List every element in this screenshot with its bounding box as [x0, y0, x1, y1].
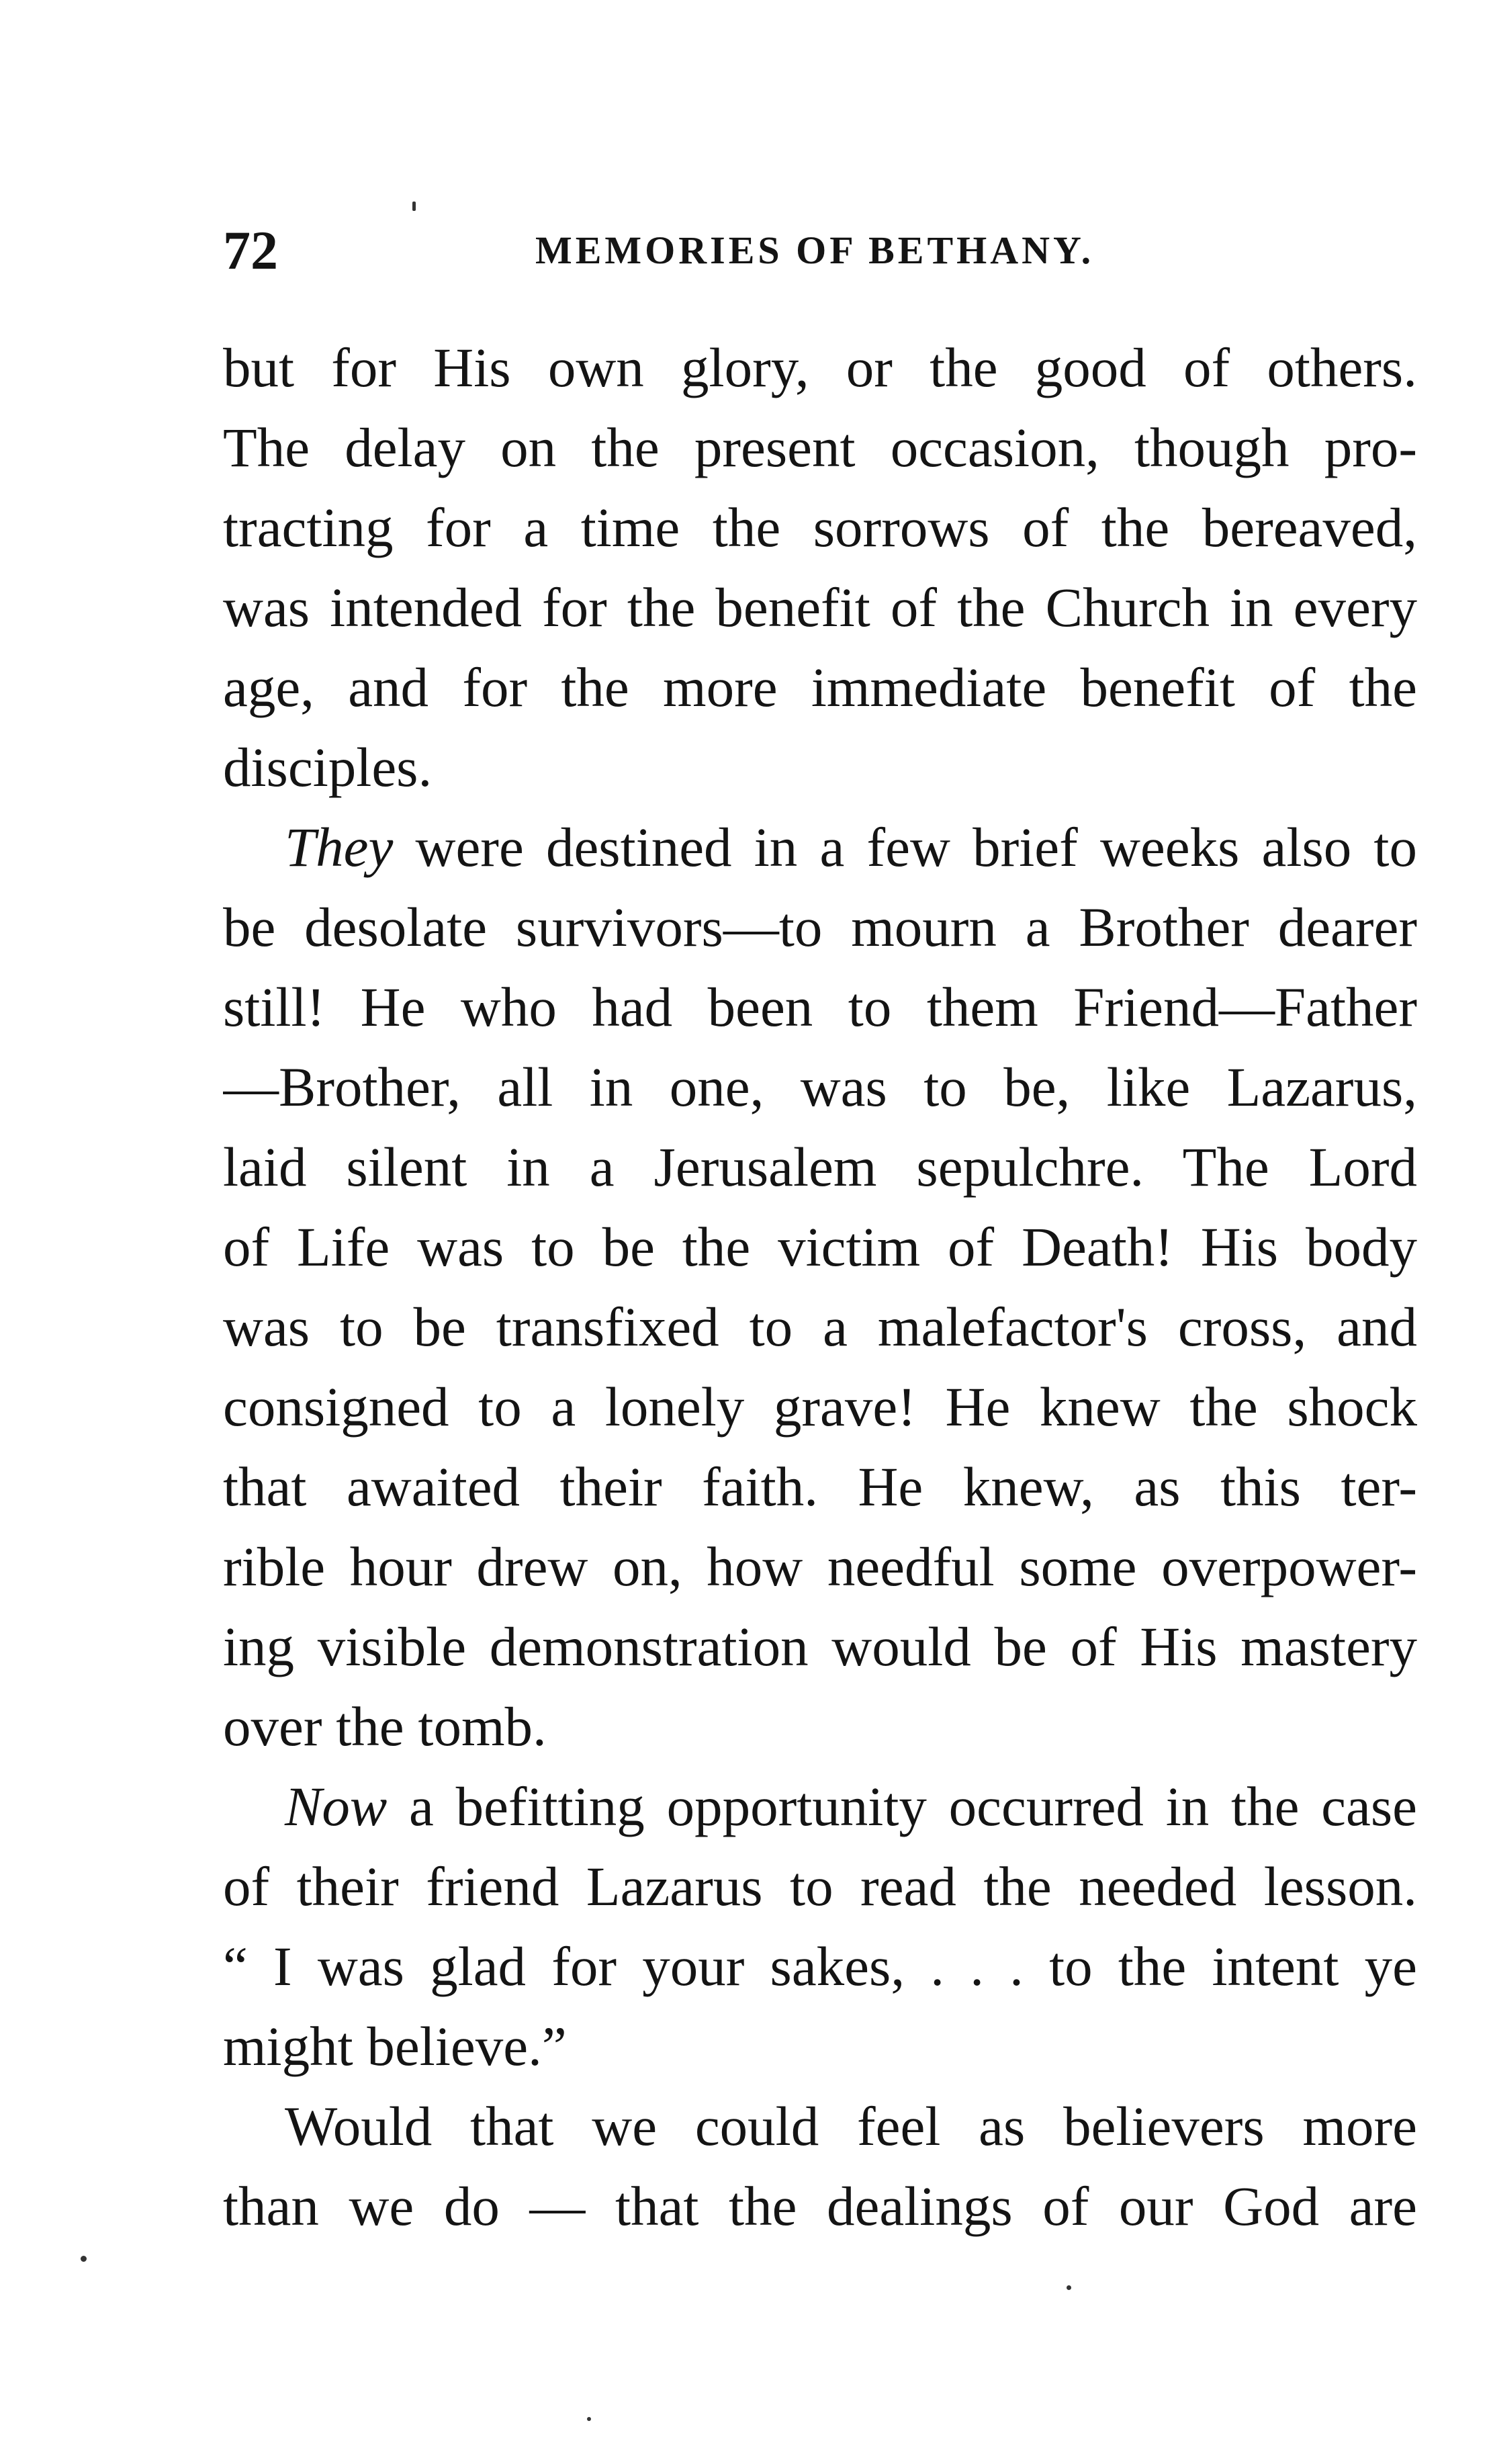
text-line: was intended for the benefit of the Church in every	[223, 576, 1417, 638]
paragraph-1	[223, 328, 1417, 807]
text-line: of their friend Lazarus to read the needed lesson.	[223, 1855, 1417, 1917]
text-line	[223, 807, 1417, 887]
text-line: “ I was glad for your sakes, . . . to the intent ye	[223, 1935, 1417, 1997]
text-line: rible hour drew on, how needful some overpower-	[223, 1536, 1417, 1597]
line-rest: a befitting opportunity occurred in the case	[387, 1775, 1417, 1837]
page-number: 72	[223, 220, 278, 281]
print-speck	[587, 2417, 591, 2421]
paragraph-4	[223, 2086, 1417, 2246]
text-line: be desolate survivors—to mourn a Brother dearer	[223, 896, 1417, 958]
print-speck	[1067, 2285, 1071, 2290]
running-title: MEMORIES OF BETHANY.	[535, 228, 1095, 272]
text-line: than we do — that the dealings of our God are	[223, 2175, 1417, 2237]
text-line: was to be transfixed to a malefactor's cross, and	[223, 1296, 1417, 1358]
text-line: tracting for a time the sorrows of the bereaved,	[223, 496, 1417, 558]
text-line: laid silent in a Jerusalem sepulchre. The Lord	[223, 1136, 1417, 1198]
text-line: ing visible demonstration would be of His mastery	[223, 1616, 1417, 1677]
text-line: over the tomb.	[223, 1696, 547, 1757]
italic-lead-word: They	[285, 816, 394, 878]
text-line: consigned to a lonely grave! He knew the shock	[223, 1376, 1417, 1438]
print-speck	[412, 202, 416, 211]
body-text	[223, 328, 1417, 2246]
running-head	[223, 214, 1418, 288]
text-line: that awaited their faith. He knew, as this ter-	[223, 1456, 1417, 1517]
line-rest: were destined in a few brief weeks also to	[393, 816, 1417, 878]
text-line: age, and for the more immediate benefit of the	[223, 656, 1417, 718]
text-line: but for His own glory, or the good of others.	[223, 337, 1417, 398]
italic-lead-word: Now	[285, 1775, 388, 1837]
paragraph-2	[223, 807, 1417, 1767]
text-line: disciples.	[223, 736, 433, 798]
paragraph-3	[223, 1767, 1417, 2086]
text-line	[223, 1767, 1417, 1847]
text-line: Would that we could feel as believers more	[285, 2095, 1417, 2157]
text-line: still! He who had been to them Friend—Father	[223, 976, 1417, 1038]
text-line: of Life was to be the victim of Death! His body	[223, 1216, 1417, 1278]
text-line: might believe.”	[223, 2015, 567, 2077]
print-speck	[81, 2256, 87, 2262]
text-line: The delay on the present occasion, though pro-	[223, 416, 1417, 478]
text-line: —Brother, all in one, was to be, like Lazarus,	[223, 1056, 1417, 1118]
